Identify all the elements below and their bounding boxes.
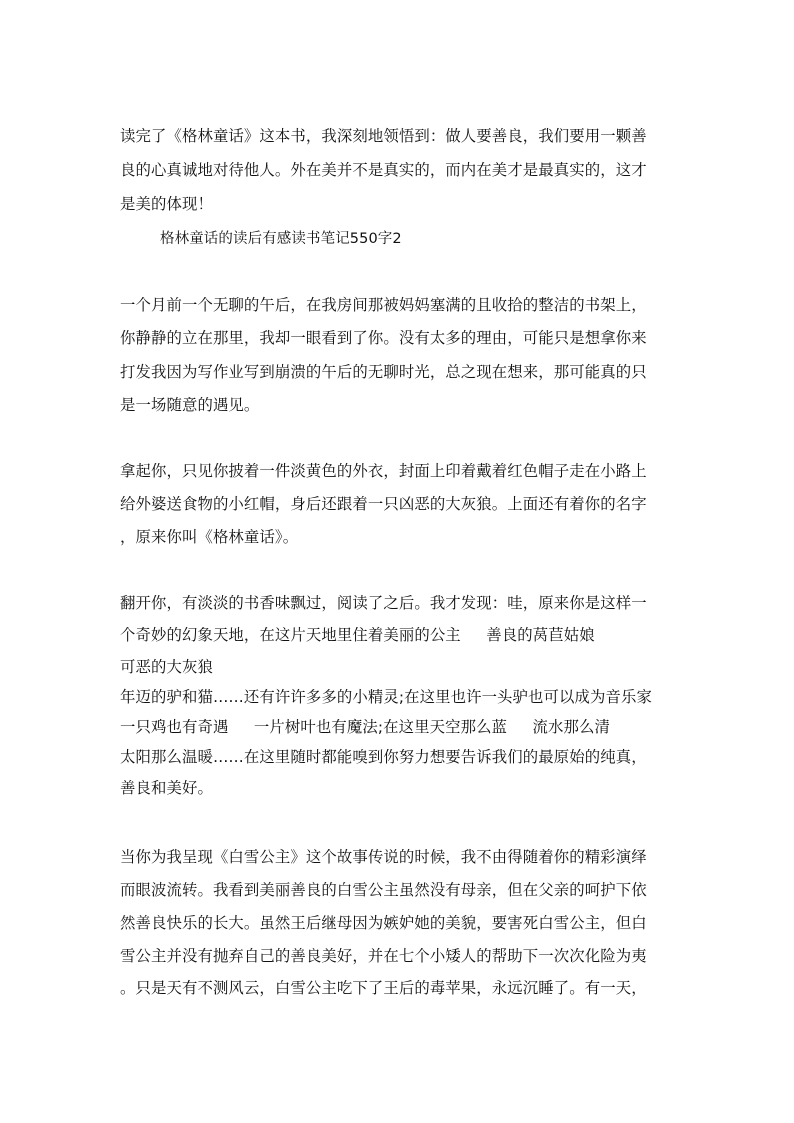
paragraph-2-line-1: 一个月前一个无聊的午后，在我房间那被妈妈塞满的且收拾的整洁的书架上，	[120, 296, 647, 314]
paragraph-2-line-3: 打发我因为写作业写到崩溃的午后的无聊时光，总之现在想来，那可能真的只	[120, 363, 647, 381]
section-title: 格林童话的读后有感读书笔记550字2	[160, 231, 402, 247]
paragraph-3-line-3: ，原来你叫《格林童话》。	[120, 528, 299, 546]
paragraph-4-line-4: 年迈的驴和猫……还有许许多多的小精灵;在这里也许一头驴也可以成为音乐家	[120, 688, 652, 706]
paragraph-4-line-5: 一只鸡也有奇遇 一片树叶也有魔法;在这里天空那么蓝 流水那么清	[120, 718, 610, 736]
paragraph-5-line-2: 而眼波流转。我看到美丽善良的白雪公主虽然没有母亲，但在父亲的呵护下依	[120, 881, 647, 899]
paragraph-3-line-2: 给外婆送食物的小红帽，身后还跟着一只凶恶的大灰狼。上面还有着你的名字	[120, 495, 647, 513]
paragraph-1-line-3: 是美的体现！	[120, 195, 213, 213]
paragraph-4-line-6: 太阳那么温暖……在这里随时都能嗅到你努力想要告诉我们的最原始的纯真，	[120, 748, 647, 766]
paragraph-1-line-1: 读完了《格林童话》这本书，我深刻地领悟到：做人要善良，我们要用一颗善	[120, 127, 647, 145]
paragraph-5-line-4: 雪公主并没有抛弃自己的善良美好，并在七个小矮人的帮助下一次次化险为夷	[120, 947, 647, 965]
paragraph-1-line-2: 良的心真诚地对待他人。外在美并不是真实的，而内在美才是最真实的，这才	[120, 161, 647, 179]
paragraph-5-line-1: 当你为我呈现《白雪公主》这个故事传说的时候，我不由得随着你的精彩演绎	[120, 848, 647, 866]
paragraph-4-line-2: 个奇妙的幻象天地，在这片天地里住着美丽的公主 善良的莴苣姑娘	[120, 626, 595, 644]
paragraph-4-line-1: 翻开你，有淡淡的书香味飘过，阅读了之后。我才发现：哇，原来你是这样一	[120, 594, 647, 612]
paragraph-4-line-7: 善良和美好。	[120, 779, 213, 797]
paragraph-4-line-3: 可恶的大灰狼	[120, 658, 213, 676]
paragraph-2-line-4: 是一场随意的遇见。	[120, 396, 260, 414]
paragraph-5-line-5: 。只是天有不测风云，白雪公主吃下了王后的毒苹果，永远沉睡了。有一天，	[120, 979, 647, 997]
paragraph-2-line-2: 你静静的立在那里，我却一眼看到了你。没有太多的理由，可能只是想拿你来	[120, 329, 647, 347]
paragraph-3-line-1: 拿起你，只见你披着一件淡黄色的外衣，封面上印着戴着红色帽子走在小路上	[120, 462, 647, 480]
paragraph-5-line-3: 然善良快乐的长大。虽然王后继母因为嫉妒她的美貌，要害死白雪公主，但白	[120, 914, 647, 932]
